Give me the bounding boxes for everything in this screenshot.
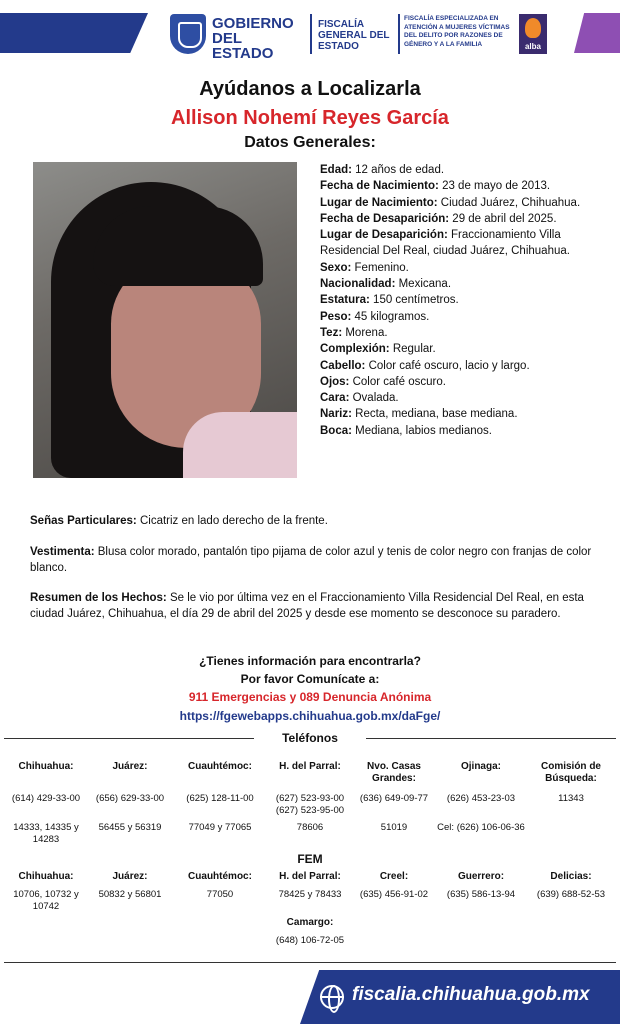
detail-value: Ciudad Juárez, Chihuahua. bbox=[437, 196, 581, 209]
section-title: Datos Generales: bbox=[244, 134, 376, 151]
senas-label: Señas Particulares: bbox=[30, 515, 137, 527]
contact-please: Por favor Comunícate a: bbox=[240, 672, 380, 686]
detail-label: Fecha de Nacimiento: bbox=[320, 180, 439, 193]
detail-row bbox=[320, 341, 600, 357]
detail-row bbox=[320, 195, 600, 211]
detail-label: Nacionalidad: bbox=[320, 278, 396, 291]
phones-cell: 78606 bbox=[296, 822, 324, 833]
fiscalia-logo-text: FISCALÍA GENERAL DEL ESTADO bbox=[318, 19, 390, 52]
detail-value: Ovalada. bbox=[349, 392, 399, 405]
detail-value: 23 de mayo de 2013. bbox=[438, 180, 551, 193]
header-divider bbox=[310, 14, 312, 54]
detail-label: Lugar de Desaparición: bbox=[320, 229, 448, 242]
detail-value: Mediana, labios medianos. bbox=[351, 424, 492, 437]
fem-cell: 78425 y 78433 bbox=[278, 889, 342, 900]
header-divider bbox=[398, 14, 400, 54]
phones-header: Comisión de Búsqueda: bbox=[540, 761, 601, 784]
detail-row bbox=[320, 325, 600, 341]
fem-cell: 77050 bbox=[206, 889, 234, 900]
page-title: Ayúdanos a Localizarla bbox=[199, 78, 421, 100]
detail-row bbox=[320, 309, 600, 325]
detail-row bbox=[320, 390, 600, 406]
detail-row bbox=[320, 423, 600, 439]
header-right-stripe bbox=[574, 13, 620, 53]
detail-value: Regular. bbox=[389, 343, 436, 356]
detail-label: Cara: bbox=[320, 392, 350, 405]
detail-label: Peso: bbox=[320, 310, 352, 323]
detail-row bbox=[320, 292, 600, 308]
detail-value: Fraccionamiento Villa Residencial Del Real, ciudad Juárez, Chihuahua. bbox=[320, 229, 570, 258]
missing-person-name: Allison Nohemí Reyes García bbox=[171, 107, 449, 129]
vestimenta bbox=[30, 544, 600, 576]
detail-row bbox=[320, 358, 600, 374]
contact-question: ¿Tienes información para encontrarla? bbox=[199, 654, 421, 668]
detail-label: Ojos: bbox=[320, 375, 350, 388]
fem-cell: 50832 y 56801 bbox=[98, 889, 162, 900]
detail-label: Complexión: bbox=[320, 343, 390, 356]
fem-header: Cuauhtémoc: bbox=[188, 871, 252, 882]
phones-cell: 77049 y 77065 bbox=[188, 822, 252, 833]
detail-label: Tez: bbox=[320, 326, 343, 339]
phones-cell: (614) 429-33-00 bbox=[11, 793, 81, 804]
alba-logo-text: alba bbox=[524, 42, 541, 51]
fem-header: Chihuahua: bbox=[18, 871, 74, 882]
fem-cell: 10706, 10732 y 10742 bbox=[13, 889, 79, 912]
gobierno-logo-text: GOBIERNO DEL ESTADO bbox=[212, 15, 294, 62]
phones-cell: 11343 bbox=[558, 793, 584, 804]
phones-cell: 14333, 14335 y 14283 bbox=[13, 822, 79, 845]
header-left-stripe bbox=[0, 13, 148, 53]
detail-row bbox=[320, 178, 600, 194]
phones-cell: (627) 523-93-00 (627) 523-95-00 bbox=[275, 793, 345, 816]
report-link[interactable]: https://fgewebapps.chihuahua.gob.mx/daFge/ bbox=[179, 709, 441, 723]
footer-url[interactable]: fiscalia.chihuahua.gob.mx bbox=[352, 984, 590, 1005]
detail-value: Morena. bbox=[342, 326, 388, 339]
footer-banner bbox=[0, 970, 620, 1024]
fem-cell: (635) 456-91-02 bbox=[359, 889, 429, 900]
resumen-label: Resumen de los Hechos: bbox=[30, 592, 167, 604]
fem-header: Juárez: bbox=[112, 871, 148, 882]
detail-value: 45 kilogramos. bbox=[351, 310, 430, 323]
general-data-list bbox=[320, 162, 600, 439]
detail-label: Lugar de Nacimiento: bbox=[320, 196, 438, 209]
photo-fringe bbox=[93, 206, 263, 286]
detail-value: Color café oscuro. bbox=[349, 375, 446, 388]
detail-value: 29 de abril del 2025. bbox=[449, 212, 557, 225]
resumen-hechos bbox=[30, 590, 600, 622]
senas-particulares bbox=[30, 513, 600, 529]
alba-logo bbox=[519, 14, 547, 54]
phones-header: Nvo. Casas Grandes: bbox=[367, 761, 421, 784]
detail-label: Nariz: bbox=[320, 408, 352, 421]
fem-header: H. del Parral: bbox=[279, 871, 341, 882]
fem-title: FEM bbox=[297, 852, 323, 866]
detail-value: Recta, mediana, base mediana. bbox=[351, 408, 518, 421]
detail-label: Boca: bbox=[320, 424, 352, 437]
phones-cell: (656) 629-33-00 bbox=[95, 793, 165, 804]
detail-value: Mexicana. bbox=[395, 278, 452, 291]
detail-row bbox=[320, 227, 600, 260]
detail-row bbox=[320, 260, 600, 276]
fem-header: Guerrero: bbox=[457, 871, 505, 882]
globe-icon bbox=[320, 985, 344, 1009]
vestimenta-label: Vestimenta: bbox=[30, 546, 95, 558]
phones-header: Cuauhtémoc: bbox=[188, 761, 252, 772]
footer-rule bbox=[4, 962, 616, 963]
detail-value: 150 centímetros. bbox=[369, 294, 459, 307]
photo-jacket bbox=[183, 412, 297, 478]
fem-cell: (639) 688-52-53 bbox=[536, 889, 606, 900]
detail-label: Edad: bbox=[320, 164, 352, 176]
fem-header: Camargo: bbox=[286, 917, 334, 928]
flame-icon bbox=[525, 18, 541, 38]
detail-row bbox=[320, 276, 600, 292]
fem-cell: (648) 106-72-05 bbox=[275, 935, 345, 946]
emergency-numbers: 911 Emergencias y 089 Denuncia Anónima bbox=[188, 690, 432, 704]
phones-header: Chihuahua: bbox=[18, 761, 74, 772]
phones-cell: 51019 bbox=[380, 822, 408, 833]
phones-cell: (625) 128-11-00 bbox=[186, 793, 254, 804]
detail-label: Estatura: bbox=[320, 294, 370, 307]
fem-header: Delicias: bbox=[550, 871, 592, 882]
detail-value: 12 años de edad. bbox=[351, 164, 445, 176]
fem-header: Creel: bbox=[379, 871, 409, 882]
detail-value: Color café oscuro, lacio y largo. bbox=[365, 359, 530, 372]
resumen-value: Se le vio por última vez en el Fraccionamiento Villa Residencial Del Real, en esta ciudad Juárez, Chihuahua, el día 29 de abril del 2025 y desde ese momento se desconoce su paradero. bbox=[30, 592, 584, 620]
detail-label: Cabello: bbox=[320, 359, 366, 372]
header-banner bbox=[0, 0, 620, 68]
phones-cell: 56455 y 56319 bbox=[98, 822, 162, 833]
missing-person-photo bbox=[33, 162, 297, 478]
phones-cell: (626) 453-23-03 bbox=[446, 793, 516, 804]
senas-value: Cicatriz en lado derecho de la frente. bbox=[136, 515, 328, 527]
phones-header: H. del Parral: bbox=[279, 761, 341, 772]
detail-row bbox=[320, 211, 600, 227]
detail-row bbox=[320, 374, 600, 390]
detail-label: Sexo: bbox=[320, 261, 352, 274]
vestimenta-value: Blusa color morado, pantalón tipo pijama de color azul y tenis de color negro con franjas de color blanco. bbox=[30, 546, 592, 574]
detail-value: Femenino. bbox=[351, 261, 409, 274]
phones-title: Teléfonos bbox=[282, 731, 338, 745]
fem-cell: (635) 586-13-94 bbox=[446, 889, 516, 900]
phones-header: Juárez: bbox=[112, 761, 148, 772]
state-shield-logo bbox=[170, 14, 206, 54]
detail-row bbox=[320, 162, 600, 178]
detail-row bbox=[320, 406, 600, 422]
phones-cell: Cel: (626) 106-06-36 bbox=[437, 822, 525, 833]
fiscalia-especializada-text: FISCALÍA ESPECIALIZADA EN ATENCIÓN A MUJERES VÍCTIMAS DEL DELITO POR RAZONES DE GÉNERO Y A LA FAMILIA bbox=[404, 15, 510, 48]
detail-label: Fecha de Desaparición: bbox=[320, 212, 450, 225]
phones-header: Ojinaga: bbox=[460, 761, 501, 772]
phones-cell: (636) 649-09-77 bbox=[359, 793, 429, 804]
